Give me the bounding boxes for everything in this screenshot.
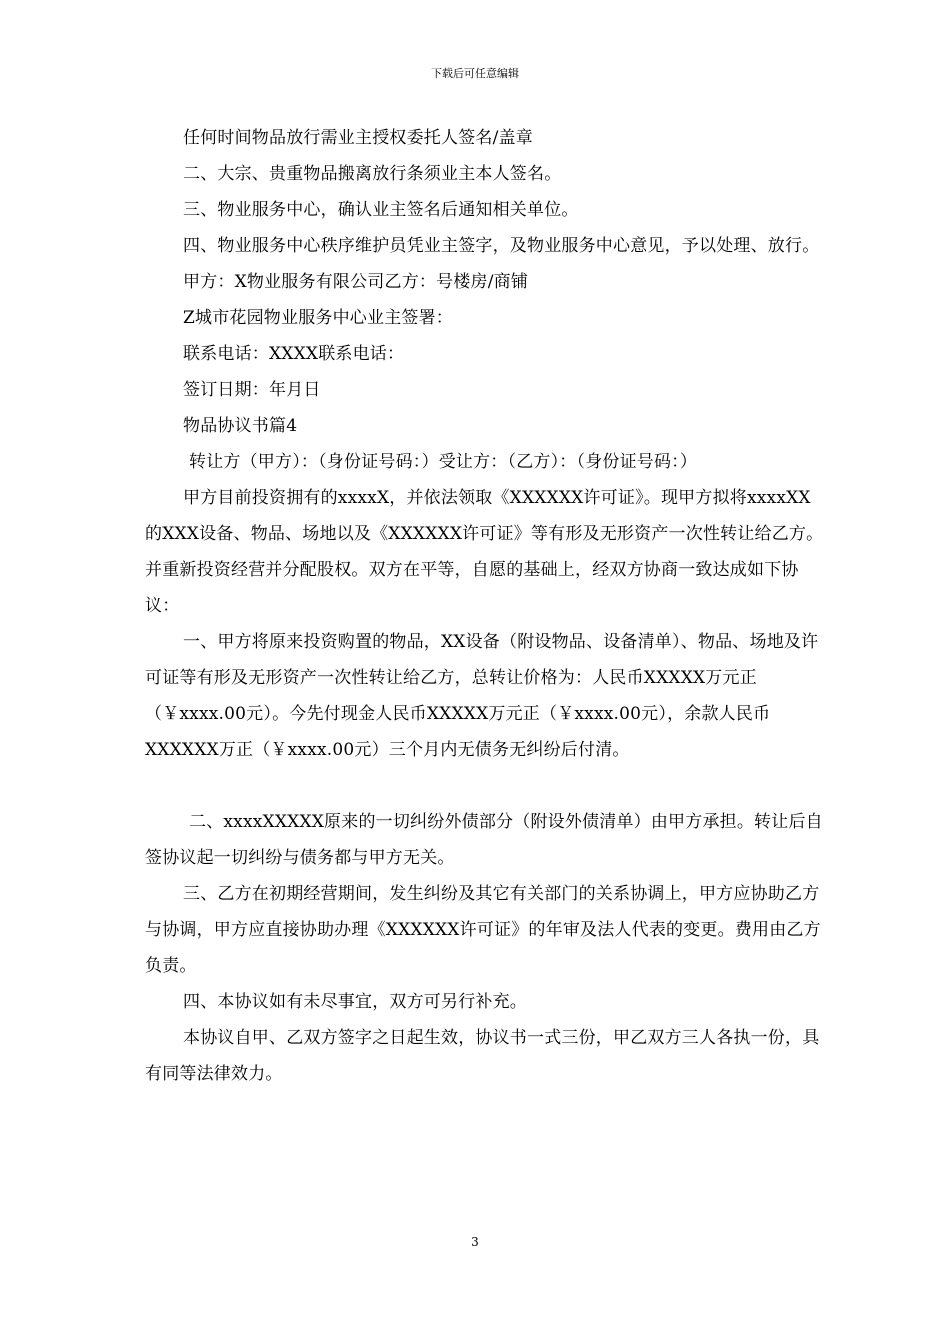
paragraph: 四、物业服务中心秩序维护员凭业主签字，及物业服务中心意见，予以处理、放行。	[183, 236, 820, 256]
paragraph: 联系电话：XXXX联系电话：	[183, 344, 405, 364]
paragraph: 三、乙方在初期经营期间，发生纠纷及其它有关部门的关系协调上，甲方应协助乙方与协调，甲方应直接协助办理《XXXXXX许可证》的年审及法人代表的变更。费用由乙方负责。	[145, 884, 821, 976]
paragraph: 二、xxxxXXXXX原来的一切纠纷外债部分（附设外债清单）由甲方承担。转让后自签协议起一切纠纷与债务都与甲方无关。	[145, 812, 823, 868]
paragraph: 本协议自甲、乙双方签字之日起生效，协议书一式三份，甲乙双方三人各执一份，具有同等法律效力。	[145, 1028, 820, 1084]
paragraph: 任何时间物品放行需业主授权委托人签名/盖章	[183, 128, 533, 148]
paragraph: 一、甲方将原来投资购置的物品，XX设备（附设物品、设备清单）、物品、场地及许可证等有形及无形资产一次性转让给乙方，总转让价格为：人民币XXXXX万元正（￥xxxx.00元）。今先付现金人民币XXXXX万元正（￥xxxx.00元），余款人民币XXXXXX万正（￥xxxx.00元）三个月内无债务无纠纷后付清。	[145, 632, 819, 760]
document-body	[145, 120, 825, 1092]
page-number: 3	[471, 1235, 479, 1249]
paragraph: 签订日期：年月日	[183, 380, 321, 400]
paragraph: 转让方（甲方）：（身份证号码：）受让方：（乙方）：（身份证号码：）	[189, 452, 698, 472]
page-header: 下载后可任意编辑	[431, 67, 519, 80]
paragraph: 四、本协议如有未尽事宜，双方可另行补充。	[183, 992, 527, 1012]
paragraph-spacer	[145, 768, 825, 804]
paragraph: 三、物业服务中心，确认业主签名后通知相关单位。	[183, 200, 579, 220]
section-heading: 物品协议书篇4	[183, 416, 298, 436]
paragraph: 二、大宗、贵重物品搬离放行条须业主本人签名。	[183, 164, 562, 184]
paragraph: Z城市花园物业服务中心业主签署：	[183, 308, 454, 328]
paragraph: 甲方：X物业服务有限公司乙方：号楼房/商铺	[183, 272, 529, 292]
paragraph: 甲方目前投资拥有的xxxxX，并依法领取《XXXXXX许可证》。现甲方拟将xxxxXX的XXX设备、物品、场地以及《XXXXXX许可证》等有形及无形资产一次性转让给乙方。并重新投资经营并分配股权。双方在平等，自愿的基础上，经双方协商一致达成如下协议：	[145, 488, 824, 616]
